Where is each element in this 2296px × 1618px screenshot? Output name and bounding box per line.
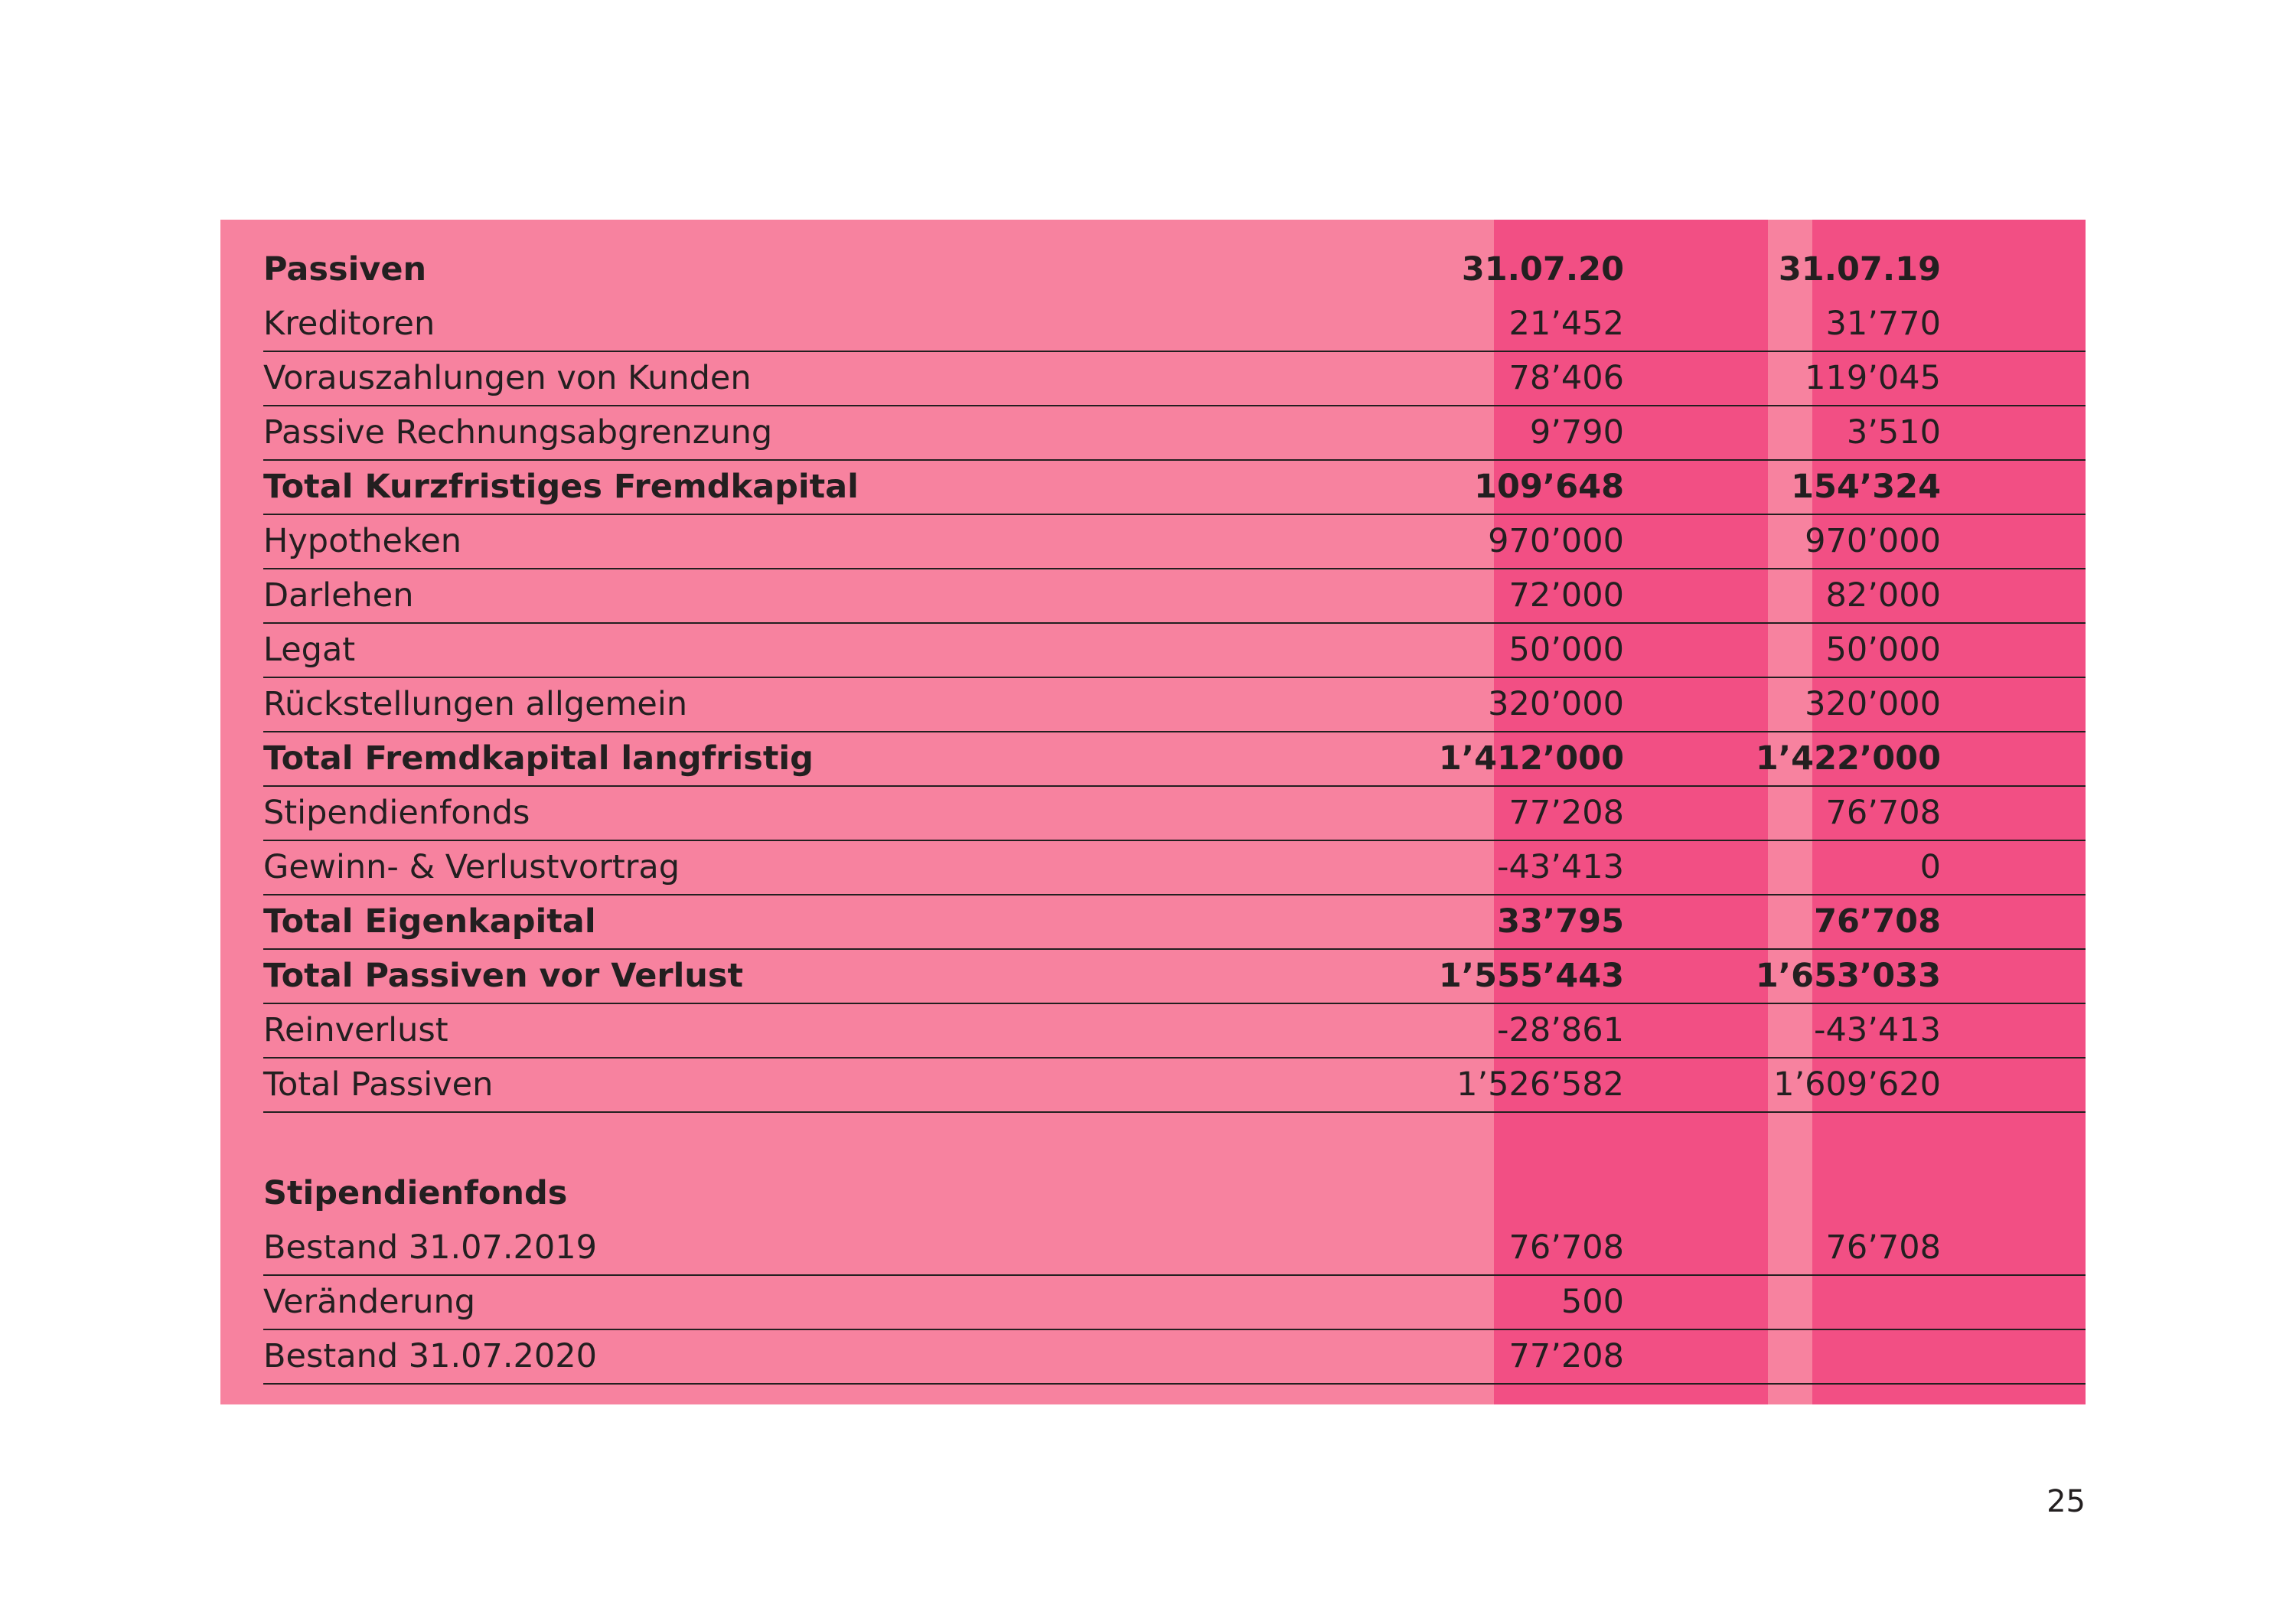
row-label: Total Kurzfristiges Fremdkapital xyxy=(263,468,859,506)
row-value-2020: 77’208 xyxy=(1508,1337,1624,1375)
table-row xyxy=(263,568,2086,624)
row-label: Reinverlust xyxy=(263,1011,448,1049)
row-label: Total Passiven xyxy=(263,1065,494,1104)
row-value-2020: 77’208 xyxy=(1508,794,1624,832)
row-label: Legat xyxy=(263,631,356,669)
row-label: Kreditoren xyxy=(263,305,435,343)
row-value-2019: 1’653’033 xyxy=(1755,957,1941,995)
row-value-2020: -43’413 xyxy=(1497,848,1624,886)
row-value-2020: 78’406 xyxy=(1508,359,1624,397)
row-label: Vorauszahlungen von Kunden xyxy=(263,359,752,397)
column-header-2019: 31.07.19 xyxy=(1778,250,1941,289)
row-value-2019: 119’045 xyxy=(1805,359,1941,397)
table-row xyxy=(263,405,2086,461)
column-header-2020: 31.07.20 xyxy=(1461,250,1624,289)
row-value-2020: 72’000 xyxy=(1508,576,1624,615)
row-value-2020: 1’412’000 xyxy=(1438,739,1624,778)
row-value-2020: 970’000 xyxy=(1488,522,1624,560)
table-row xyxy=(263,296,2086,352)
row-value-2020: 9’790 xyxy=(1529,413,1624,452)
row-label: Rückstellungen allgemein xyxy=(263,685,688,723)
row-value-2020: 76’708 xyxy=(1508,1228,1624,1267)
row-value-2019: 1’609’620 xyxy=(1773,1065,1941,1104)
row-value-2019: 0 xyxy=(1919,848,1941,886)
row-label: Stipendienfonds xyxy=(263,794,530,832)
table-row xyxy=(263,622,2086,678)
table-row-total xyxy=(263,894,2086,950)
table-row xyxy=(263,1220,2086,1276)
row-label: Total Passiven vor Verlust xyxy=(263,957,744,995)
row-value-2020: -28’861 xyxy=(1497,1011,1624,1049)
row-value-2020: 33’795 xyxy=(1497,902,1624,941)
table-row xyxy=(263,1057,2086,1113)
row-value-2019: 76’708 xyxy=(1825,1228,1941,1267)
row-value-2019: 1’422’000 xyxy=(1755,739,1941,778)
fund-section-title: Stipendienfonds xyxy=(263,1174,568,1212)
table-row-total xyxy=(263,948,2086,1004)
row-value-2020: 1’526’582 xyxy=(1456,1065,1624,1104)
row-value-2020: 109’648 xyxy=(1474,468,1624,506)
table-row xyxy=(263,514,2086,569)
row-value-2020: 1’555’443 xyxy=(1438,957,1624,995)
row-value-2019: 76’708 xyxy=(1814,902,1941,941)
row-value-2020: 21’452 xyxy=(1508,305,1624,343)
table-row xyxy=(263,785,2086,841)
row-value-2019: 3’510 xyxy=(1846,413,1941,452)
table-row xyxy=(263,677,2086,732)
row-value-2019: 82’000 xyxy=(1825,576,1941,615)
row-label: Total Fremdkapital langfristig xyxy=(263,739,814,778)
table-row xyxy=(263,351,2086,406)
table-row xyxy=(263,1003,2086,1059)
table-row-total xyxy=(263,731,2086,787)
table-row xyxy=(263,840,2086,895)
table-title: Passiven xyxy=(263,250,427,289)
row-value-2019: 154’324 xyxy=(1791,468,1941,506)
row-value-2019: 76’708 xyxy=(1825,794,1941,832)
row-value-2019: -43’413 xyxy=(1814,1011,1941,1049)
row-value-2020: 50’000 xyxy=(1508,631,1624,669)
row-value-2019: 50’000 xyxy=(1825,631,1941,669)
table-row xyxy=(263,1329,2086,1385)
row-value-2019: 970’000 xyxy=(1805,522,1941,560)
row-label: Bestand 31.07.2019 xyxy=(263,1228,597,1267)
row-label: Gewinn- & Verlustvortrag xyxy=(263,848,680,886)
row-label: Total Eigenkapital xyxy=(263,902,596,941)
page-number: 25 xyxy=(2047,1484,2086,1519)
table-header-row xyxy=(263,242,2086,296)
fund-section-title-row xyxy=(263,1166,2086,1220)
row-value-2019: 31’770 xyxy=(1825,305,1941,343)
row-value-2019: 320’000 xyxy=(1805,685,1941,723)
table-row-total xyxy=(263,459,2086,515)
row-label: Darlehen xyxy=(263,576,414,615)
row-value-2020: 320’000 xyxy=(1488,685,1624,723)
row-label: Veränderung xyxy=(263,1283,476,1321)
row-label: Bestand 31.07.2020 xyxy=(263,1337,597,1375)
row-value-2020: 500 xyxy=(1561,1283,1624,1321)
row-label: Passive Rechnungsabgrenzung xyxy=(263,413,773,452)
row-label: Hypotheken xyxy=(263,522,462,560)
table-row xyxy=(263,1274,2086,1330)
